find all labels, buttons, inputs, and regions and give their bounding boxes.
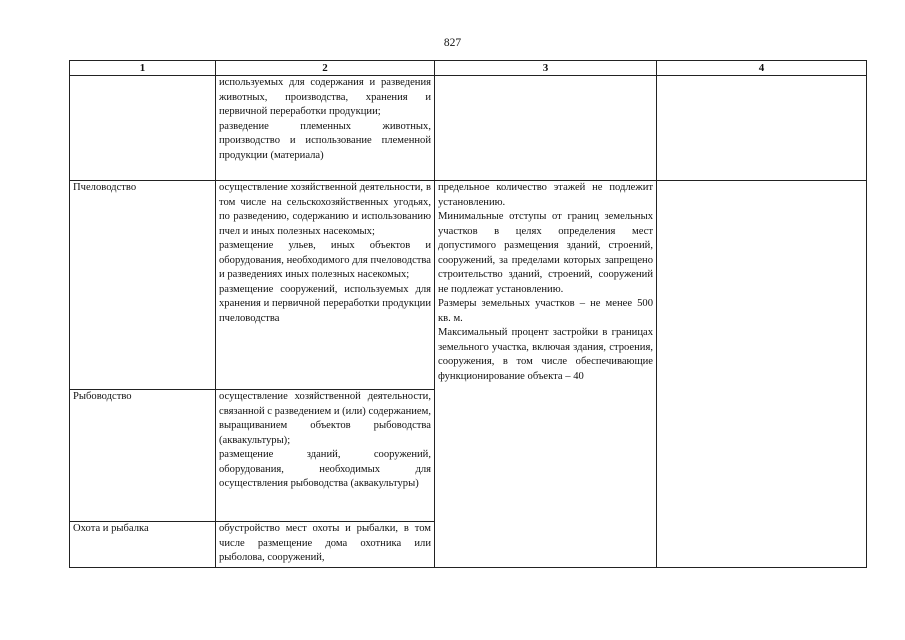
table-row [70, 76, 867, 181]
use-description-cell [216, 522, 435, 568]
zoning-table [69, 60, 867, 568]
parameter-paragraph: Размеры земельных участков – не менее 500 кв. м. [438, 298, 653, 324]
parameters-cell [435, 181, 657, 568]
column-header-4: 4 [657, 61, 867, 76]
column-header-3: 3 [435, 61, 657, 76]
use-name-cell: Охота и рыбалка [70, 522, 216, 568]
use-description-cell [216, 181, 435, 390]
table-row [70, 181, 867, 390]
parameter-paragraph: предельное количество этажей не подлежит установлению. [438, 182, 653, 208]
table-header-row [70, 61, 867, 76]
description-paragraph: используемых для содержания и разведения животных, производства, хранения и первичной переработки продукции; [219, 77, 431, 117]
use-name-cell: Рыбоводство [70, 390, 216, 522]
description-paragraph: размещение ульев, иных объектов и оборудования, необходимого для пчеловодства и разведениях иных полезных насекомых; [219, 240, 431, 280]
use-description-cell [216, 390, 435, 522]
description-paragraph: осуществление хозяйственной деятельности, в том числе на сельскохозяйственных угодьях, по разведению, содержанию и использованию пчел и иных полезных насекомых; [219, 182, 431, 237]
column-header-2: 2 [216, 61, 435, 76]
parameters-cell-empty [435, 76, 657, 181]
notes-cell [657, 181, 867, 568]
page-number: 827 [443, 37, 462, 49]
use-description-cell [216, 76, 435, 181]
description-paragraph: размещение зданий, сооружений, оборудования, необходимых для осуществления рыбоводства (аквакультуры) [219, 449, 431, 489]
use-name-cell: Пчеловодство [70, 181, 216, 390]
parameter-paragraph: Максимальный процент застройки в границах земельного участка, включая здания, строения, сооружения, в том числе обеспечивающие функционирование объекта – 40 [438, 327, 653, 382]
parameter-paragraph: Минимальные отступы от границ земельных участков в целях определения мест допустимого размещения зданий, строений, сооружений, за пределами которых запрещено строительство зданий, строений, сооружений не подлежат установлению. [438, 211, 653, 295]
use-name-cell [70, 76, 216, 181]
notes-cell [657, 76, 867, 181]
column-header-1: 1 [70, 61, 216, 76]
description-paragraph: размещение сооружений, используемых для хранения и первичной переработки продукции пчеловодства [219, 283, 431, 324]
description-paragraph: обустройство мест охоты и рыбалки, в том числе размещение дома охотника или рыболова, сооружений, [219, 523, 431, 563]
description-paragraph: осуществление хозяйственной деятельности, связанной с разведением и (или) содержанием, выращиванием объектов рыбоводства (аквакультуры); [219, 391, 431, 446]
description-paragraph: разведение племенных животных, производство и использование племенной продукции (материала) [219, 120, 431, 161]
